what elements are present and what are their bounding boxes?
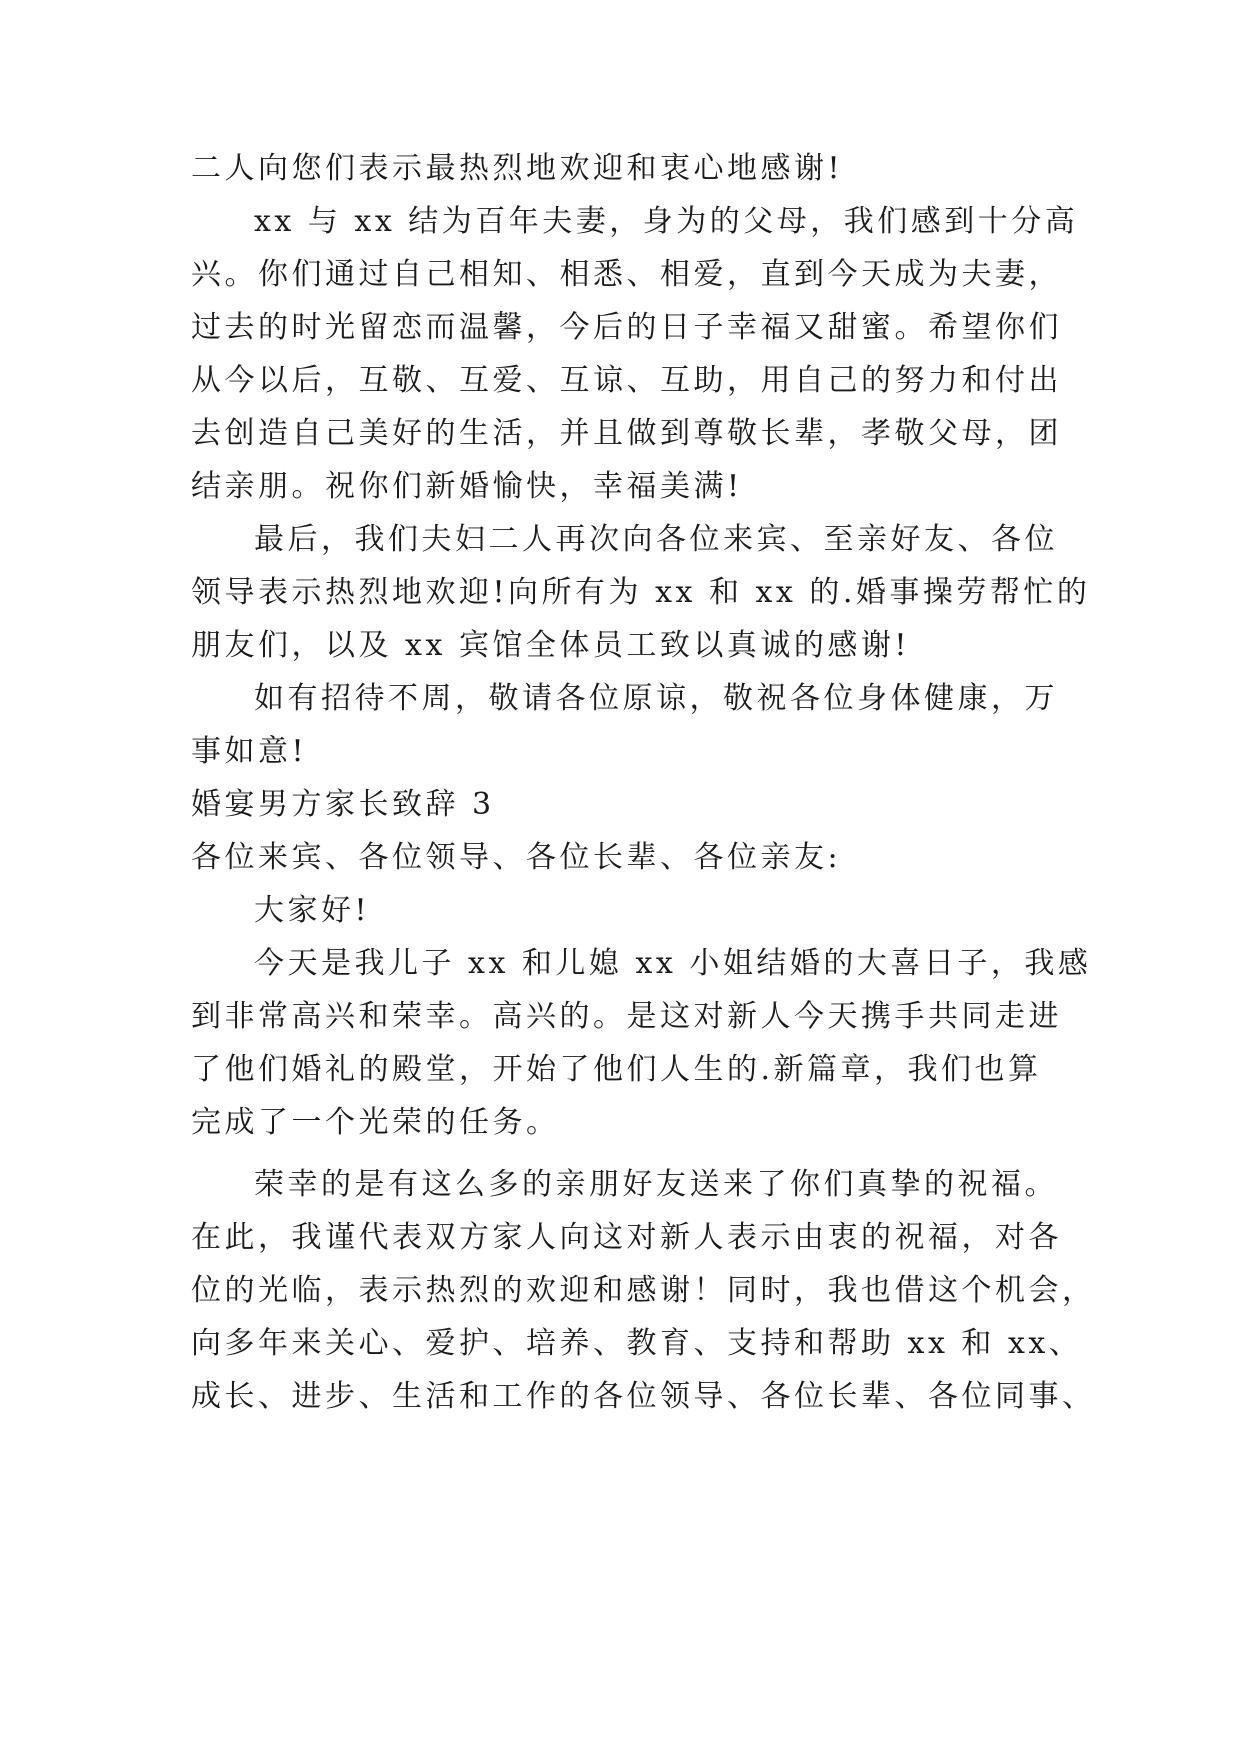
text-line: xx 与 xx 结为百年夫妻，身为的父母，我们感到十分高 — [254, 204, 1079, 239]
text-line: 到非常高兴和荣幸。高兴的。是这对新人今天携手共同走进 — [191, 999, 1062, 1034]
text-line: 过去的时光留恋而温馨，今后的日子幸福又甜蜜。希望你们 — [191, 310, 1062, 345]
text-line: 位的光临，表示热烈的欢迎和感谢！同时，我也借这个机会， — [191, 1273, 1096, 1308]
text-line: 成长、进步、生活和工作的各位领导、各位长辈、各位同事、 — [191, 1379, 1096, 1414]
text-line: 兴。你们通过自己相知、相悉、相爱，直到今天成为夫妻， — [191, 257, 1062, 292]
greeting: 大家好! — [254, 893, 371, 928]
text-line: 了他们婚礼的殿堂，开始了他们人生的.新篇章，我们也算 — [191, 1052, 1042, 1087]
text-line: 二人向您们表示最热烈地欢迎和衷心地感谢! — [191, 151, 844, 186]
text-line: 荣幸的是有这么多的亲朋好友送来了你们真挚的祝福。 — [254, 1167, 1058, 1202]
text-line: 事如意! — [191, 734, 308, 769]
text-line: 在此，我谨代表双方家人向这对新人表示由衷的祝福，对各 — [191, 1220, 1062, 1255]
salutation: 各位来宾、各位领导、各位长辈、各位亲友: — [191, 840, 842, 875]
text-line: 从今以后，互敬、互爱、互谅、互助，用自己的努力和付出 — [191, 363, 1062, 398]
text-line: 去创造自己美好的生活，并且做到尊敬长辈，孝敬父母，团 — [191, 416, 1062, 451]
text-line: 朋友们，以及 xx 宾馆全体员工致以真诚的感谢! — [191, 628, 910, 663]
text-line: 完成了一个光荣的任务。 — [191, 1105, 560, 1140]
text-line: 结亲朋。祝你们新婚愉快，幸福美满! — [191, 469, 743, 504]
text-line: 向多年来关心、爱护、培养、教育、支持和帮助 xx 和 xx、 — [191, 1326, 1083, 1361]
text-line: 如有招待不周，敬请各位原谅，敬祝各位身体健康，万 — [254, 681, 1058, 716]
section-heading: 婚宴男方家长致辞 3 — [191, 787, 495, 822]
text-line: 今天是我儿子 xx 和儿媳 xx 小姐结婚的大喜日子，我感 — [254, 946, 1092, 981]
text-line: 领导表示热烈地欢迎!向所有为 xx 和 xx 的.婚事操劳帮忙的 — [191, 575, 1091, 610]
text-line: 最后，我们夫妇二人再次向各位来宾、至亲好友、各位 — [254, 522, 1058, 557]
